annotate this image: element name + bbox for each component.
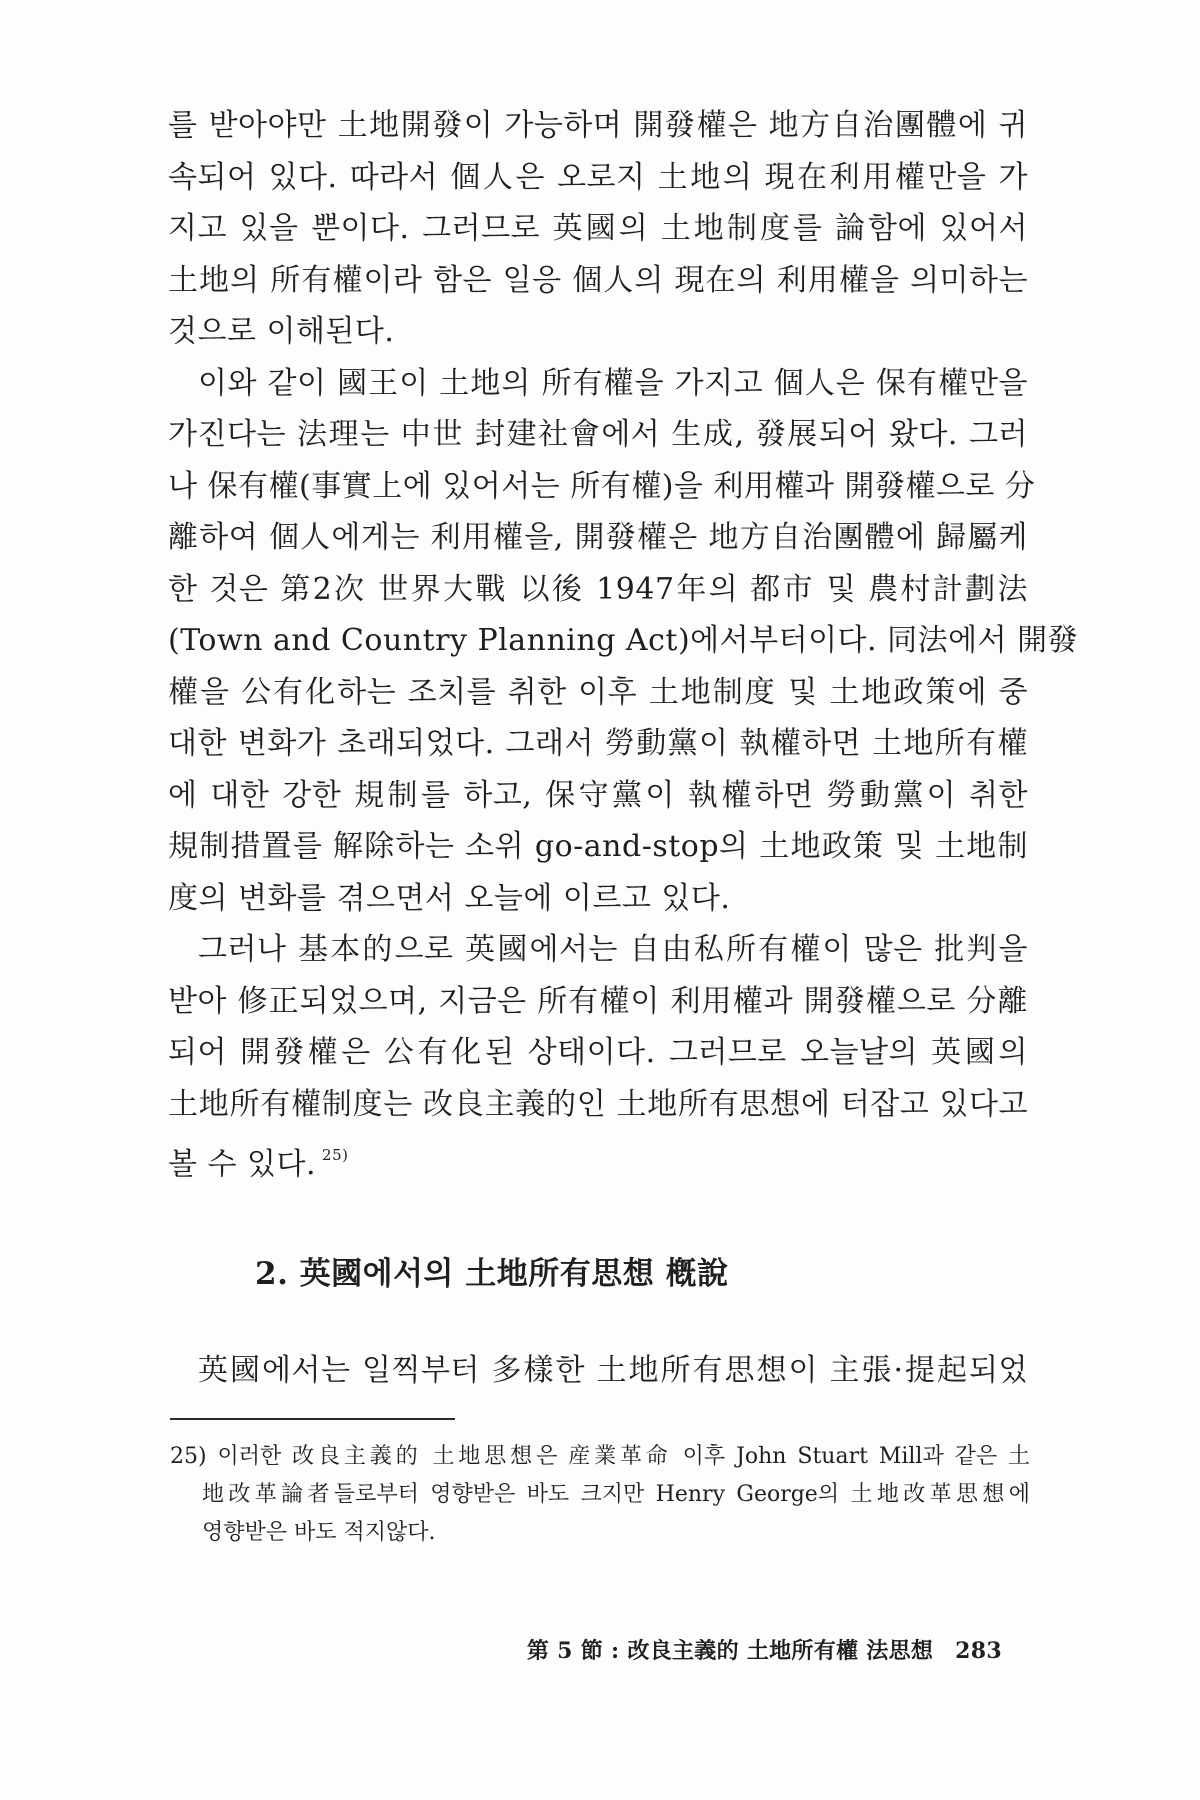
text-line: 度의 변화를 겪으면서 오늘에 이르고 있다. [168,880,731,916]
section-heading: 2. 英國에서의 土地所有思想 槪說 [255,1256,729,1292]
page-number: 283 [955,1638,1002,1664]
text-line: 되어 開發權은 公有化된 상태이다. 그러므로 오늘날의 英國의 [168,1035,1028,1070]
text-line: 속되어 있다. 따라서 個人은 오로지 土地의 現在利用權만을 가 [168,159,1028,195]
footnote-number: 25) [170,1444,207,1469]
body-text [168,100,1079,1182]
footnote-reference[interactable]: 25) [322,1146,349,1164]
text-line: 離하여 個人에게는 利用權을, 開發權은 地方自治團體에 歸屬케 [168,520,1028,555]
text-line: 權을 公有化하는 조치를 취한 이후 土地制度 및 土地政策에 중 [168,674,1028,710]
text-line: 받아 修正되었으며, 지금은 所有權이 利用權과 開發權으로 分離 [168,983,1028,1019]
text-line: 그러나 基本的으로 英國에서는 自由私所有權이 많은 批判을 [198,932,1028,967]
text-line: 規制措置를 解除하는 소위 go-and-stop의 土地政策 및 土地制 [168,829,1028,864]
text-line: 지고 있을 뿐이다. 그러므로 英國의 土地制度를 論함에 있어서 [168,211,1028,246]
section-body [168,1345,1028,1397]
text-line: 土地의 所有權이라 함은 일응 個人의 現在의 利用權을 의미하는 [168,262,1028,298]
footnote-line [170,1438,1030,1476]
text-line [168,1130,1028,1182]
text-line: 나 保有權(事實上에 있어서는 所有權)을 利用權과 開發權으로 分 [168,468,1036,504]
text-line-content: 볼 수 있다. [168,1147,317,1182]
text-line: 를 받아야만 土地開發이 가능하며 開發權은 地方自治團體에 귀 [168,108,1028,143]
text-line: 이와 같이 國王이 土地의 所有權을 가지고 個人은 保有權만을 [198,365,1028,401]
footnote [170,1438,1030,1552]
text-line: (Town and Country Planning Act)에서부터이다. 同法에서 開發 [168,623,1079,658]
text-line: 한 것은 第2次 世界大戰 以後 1947年의 都市 및 農村計劃法 [168,571,1028,607]
text-line: 대한 변화가 초래되었다. 그래서 勞動黨이 執權하면 土地所有權 [168,726,1028,761]
text-line: 것으로 이해된다. [168,314,395,349]
text-line: 土地所有權制度는 改良主義的인 土地所有思想에 터잡고 있다고 [168,1086,1028,1122]
running-footer [527,1634,1002,1665]
text-line: 가진다는 法理는 中世 封建社會에서 生成, 發展되어 왔다. 그러 [168,417,1028,452]
text-line: 에 대한 강한 規制를 하고, 保守黨이 執權하면 勞動黨이 취한 [168,777,1028,813]
running-title: 第 5 節 : 改良主義的 土地所有權 法思想 [526,1638,934,1664]
footnote-line: 영향받은 바도 적지않다. [202,1520,436,1545]
footnote-line: 地改革論者들로부터 영향받은 바도 크지만 Henry George의 土地改革思想에 [202,1482,1030,1507]
text-line: 英國에서는 일찍부터 多樣한 土地所有思想이 主張·提起되었 [198,1353,1028,1388]
footnote-divider [170,1418,455,1420]
footnote-text: 이러한 改良主義的 土地思想은 産業革命 이후 John Stuart Mill과 같은 土 [217,1444,1030,1469]
